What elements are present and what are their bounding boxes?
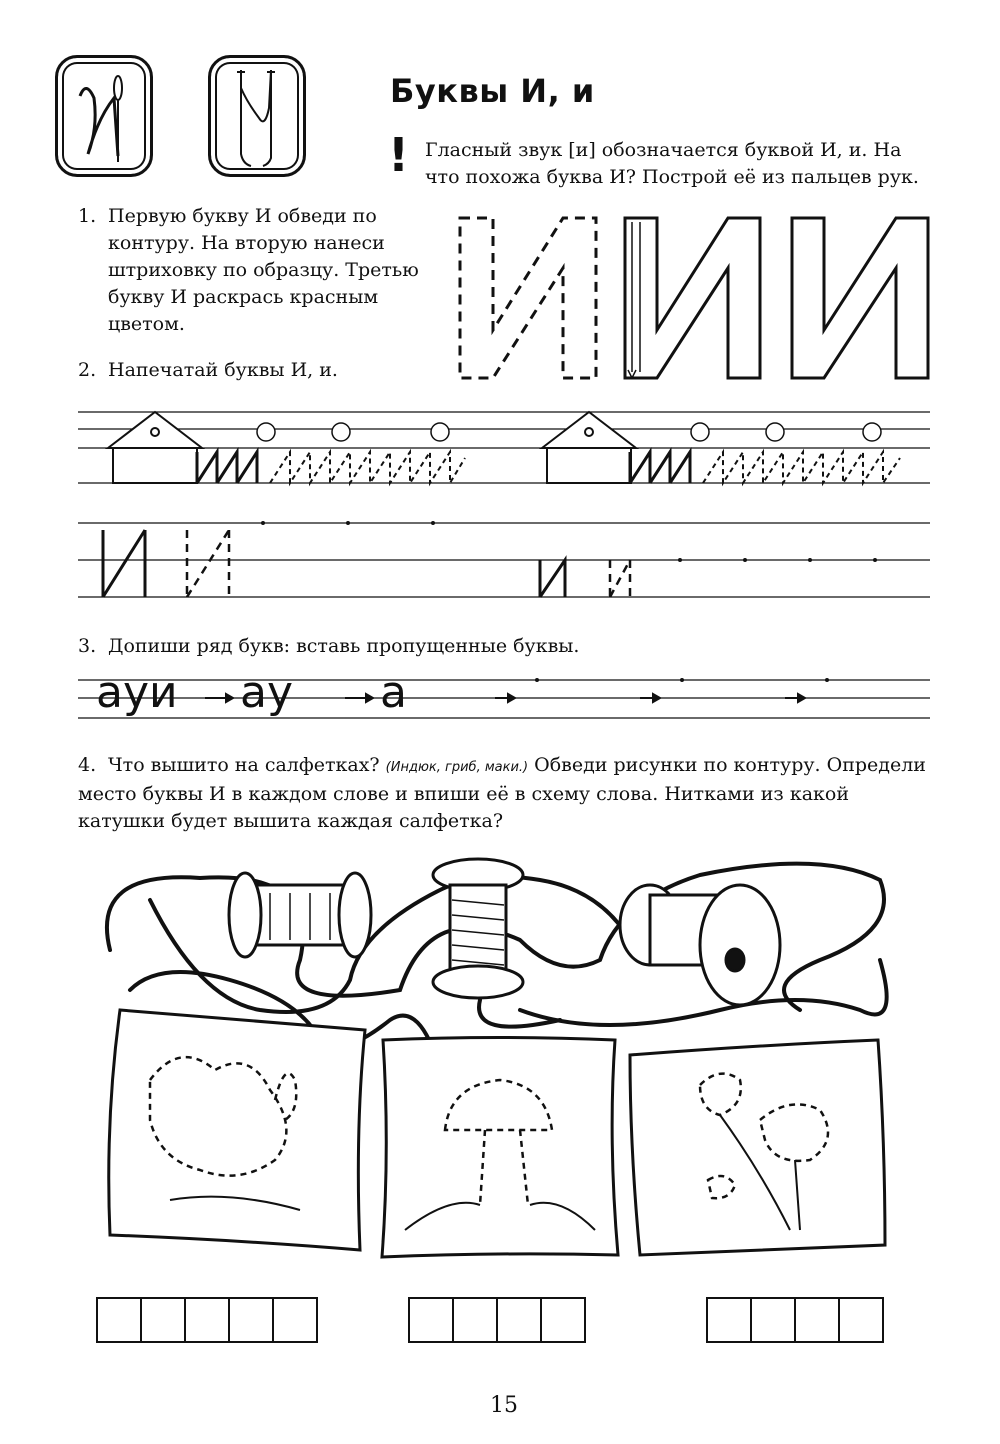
needle-letter-icon bbox=[58, 58, 150, 174]
cursive-letter-tile bbox=[55, 55, 153, 177]
letter-cell[interactable] bbox=[140, 1297, 186, 1343]
napkin-turkey bbox=[109, 1010, 365, 1250]
dashed-letter bbox=[460, 218, 596, 378]
word-scheme-turkey[interactable] bbox=[98, 1297, 318, 1343]
letter-cell[interactable] bbox=[408, 1297, 454, 1343]
letter-cell[interactable] bbox=[838, 1297, 884, 1343]
house-icon bbox=[108, 412, 636, 483]
task-2 bbox=[78, 357, 338, 384]
hands-letter-tile bbox=[208, 55, 306, 177]
hands-letter-icon bbox=[211, 58, 303, 174]
letter-cell[interactable] bbox=[540, 1297, 586, 1343]
sequence-mid: ау bbox=[240, 667, 294, 718]
spool-icon bbox=[433, 859, 523, 998]
spool-icon bbox=[229, 873, 371, 957]
letter-cell[interactable] bbox=[706, 1297, 752, 1343]
task-4-text-b: Обведи рисунки по контуру. Определи место буквы И в каждом слове и впиши её в схему слова. Нитками из какой катушки будет вышита каждая салфетка? bbox=[78, 754, 926, 832]
page-title: Буквы И, и bbox=[390, 72, 595, 110]
letter-cell[interactable] bbox=[452, 1297, 498, 1343]
poppy-icon bbox=[700, 1074, 828, 1199]
letter-cell[interactable] bbox=[184, 1297, 230, 1343]
letter-cell[interactable] bbox=[750, 1297, 796, 1343]
hatched-letter bbox=[625, 218, 760, 378]
sequence-end: а bbox=[380, 667, 407, 718]
letter-cell[interactable] bbox=[272, 1297, 318, 1343]
letter-cell[interactable] bbox=[794, 1297, 840, 1343]
colour-letter bbox=[792, 218, 928, 378]
mushroom-icon bbox=[445, 1080, 552, 1205]
task-4-text-a: Что вышито на салфетках? bbox=[108, 754, 380, 776]
task-2-number: 2. bbox=[78, 359, 97, 381]
task-3 bbox=[78, 633, 579, 660]
turkey-icon bbox=[150, 1057, 296, 1175]
word-scheme-poppies[interactable] bbox=[708, 1297, 884, 1343]
task-1-number: 1. bbox=[78, 205, 97, 227]
letter-cell[interactable] bbox=[496, 1297, 542, 1343]
task-2-text: Напечатай буквы И, и. bbox=[108, 359, 338, 381]
letter-cell[interactable] bbox=[228, 1297, 274, 1343]
task-4-hint: (Индюк, гриб, маки.) bbox=[385, 760, 529, 775]
letter-cell[interactable] bbox=[96, 1297, 142, 1343]
napkin-poppy bbox=[630, 1040, 885, 1255]
task-3-text: Допиши ряд букв: вставь пропущенные буквы. bbox=[108, 635, 580, 657]
task-4 bbox=[78, 752, 938, 835]
napkin-mushroom bbox=[382, 1038, 618, 1258]
task-4-number: 4. bbox=[78, 754, 97, 776]
task-3-number: 3. bbox=[78, 635, 97, 657]
page-number: 15 bbox=[490, 1393, 518, 1418]
sequence-start: ауи bbox=[96, 667, 178, 718]
task-1-text: Первую букву И обведи по контуру. На вторую нанеси штриховку по образцу. Третью букву И раскрась красным цветом. bbox=[108, 205, 419, 335]
intro-note: Гласный звук [и] обозначается буквой И, и. На что похожа буква И? Построй её из пальцев рук. bbox=[425, 139, 919, 188]
word-scheme-mushroom[interactable] bbox=[410, 1297, 586, 1343]
tree-icon bbox=[257, 423, 881, 441]
spool-icon bbox=[620, 885, 780, 1005]
attention-mark: ! bbox=[388, 128, 409, 182]
